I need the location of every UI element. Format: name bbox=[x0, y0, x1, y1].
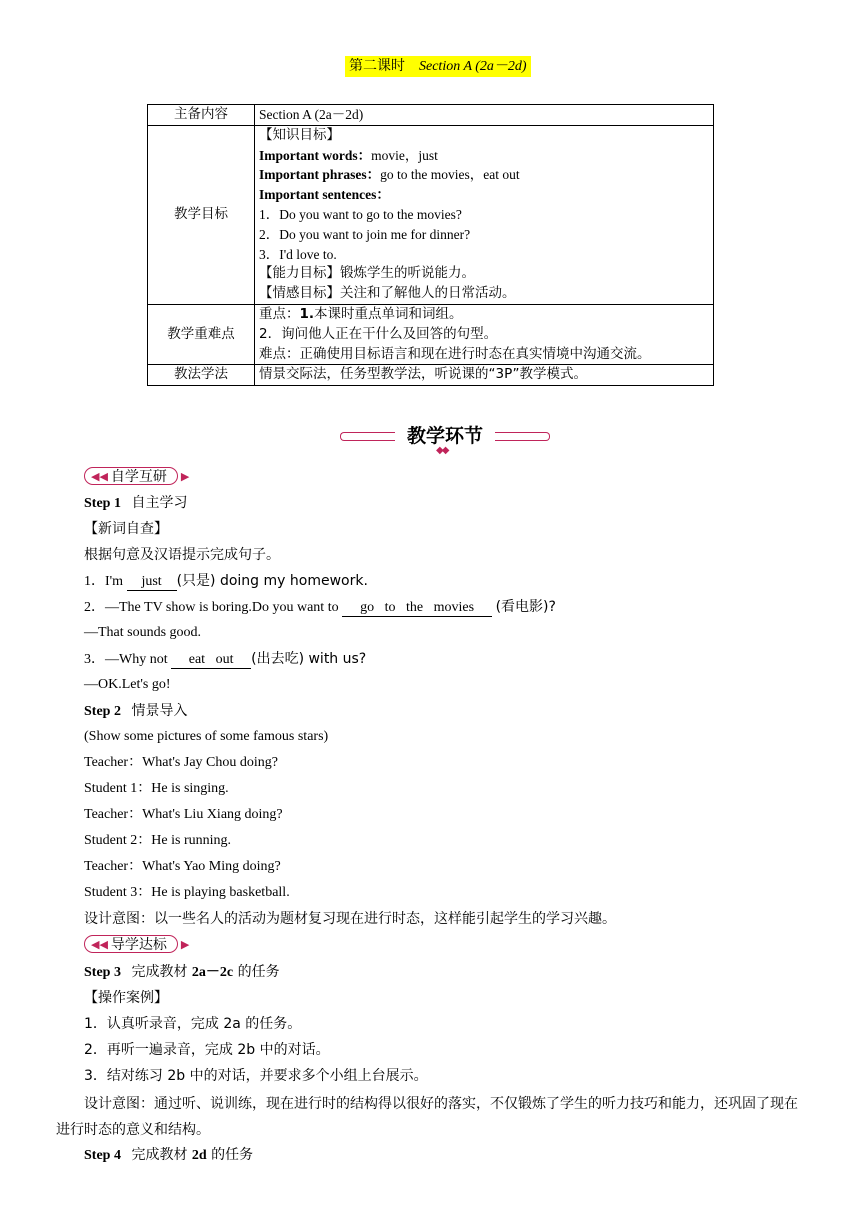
q-text: (出去吃) with us? bbox=[251, 651, 367, 667]
table-row bbox=[148, 365, 714, 386]
step-3-heading bbox=[84, 962, 280, 983]
banner-right-bar bbox=[495, 432, 550, 441]
row-value: Section A (2a－2d) bbox=[255, 105, 714, 126]
question-3-reply: —OK.Let's go! bbox=[84, 677, 171, 692]
step-num: Step 2 bbox=[84, 704, 121, 719]
table-row bbox=[148, 304, 714, 364]
key-point-1 bbox=[259, 305, 709, 325]
banner-title: 教学环节 bbox=[406, 425, 483, 447]
lesson-title bbox=[345, 56, 531, 77]
question-1 bbox=[84, 571, 368, 592]
sentence-1: 1．Do you want to go to the movies? bbox=[259, 206, 462, 222]
important-words bbox=[259, 146, 709, 166]
dialog-line: Student 1：He is singing. bbox=[84, 781, 229, 796]
step-title: 自主学习 bbox=[131, 495, 188, 511]
key-num: 1. bbox=[299, 305, 315, 322]
diff-label: 难点： bbox=[259, 345, 300, 362]
dialog-line: Student 3：He is playing basketball. bbox=[84, 885, 290, 900]
tag-pill bbox=[84, 467, 178, 485]
double-arrow-icon: ◀◀ bbox=[91, 469, 108, 483]
diff-text: 正确使用目标语言和现在进行时态在真实情境中沟通交流。 bbox=[299, 345, 651, 362]
answer-blank: just bbox=[127, 574, 177, 591]
q-text: 2．—The TV show is boring.Do you want to bbox=[84, 600, 343, 615]
task-item: 2．再听一遍录音，完成 2b 中的对话。 bbox=[84, 1042, 330, 1058]
dialog-line: Student 2：He is running. bbox=[84, 833, 231, 848]
step-suffix: 的任务 bbox=[233, 964, 280, 980]
task-item: 3．结对练习 2b 中的对话，并要求多个小组上台展示。 bbox=[84, 1068, 428, 1084]
words-label: Important words： bbox=[259, 147, 372, 163]
important-phrases bbox=[259, 165, 709, 185]
words-value: movie，just bbox=[371, 147, 438, 163]
ability-goal: 【能力目标】锻炼学生的听说能力。 bbox=[259, 265, 475, 282]
banner-left-bar bbox=[340, 432, 395, 441]
row-label: 主备内容 bbox=[148, 105, 255, 126]
row-value: 情景交际法，任务型教学法，听说课的“3P”教学模式。 bbox=[255, 365, 714, 386]
design-intent-1: 设计意图：以一些名人的活动为题材复习现在进行时态，这样能引起学生的学习兴趣。 bbox=[84, 911, 616, 927]
dialog-line: (Show some pictures of some famous stars) bbox=[84, 729, 329, 744]
objectives-cell bbox=[255, 125, 714, 304]
step-num: Step 1 bbox=[84, 496, 121, 511]
answer-word: go bbox=[360, 600, 375, 615]
phrases-value: go to the movies，eat out bbox=[380, 167, 520, 183]
row-label: 教法学法 bbox=[148, 365, 255, 386]
question-3 bbox=[84, 649, 366, 670]
difficulty bbox=[259, 345, 709, 365]
answer-word: out bbox=[215, 652, 234, 667]
step-ref: 2d bbox=[191, 1148, 207, 1163]
step-4-heading bbox=[84, 1145, 253, 1166]
q-text: (只是) doing my homework. bbox=[176, 573, 368, 589]
step-2-heading bbox=[84, 701, 187, 722]
lesson-period: 第二课时 bbox=[349, 58, 405, 74]
lesson-plan-table bbox=[147, 104, 714, 386]
dialog-line: Teacher：What's Jay Chou doing? bbox=[84, 755, 278, 770]
section-tag-guided-learning bbox=[84, 934, 189, 954]
step-num: Step 3 bbox=[84, 965, 121, 980]
step-suffix: 的任务 bbox=[206, 1147, 254, 1163]
step-1-heading bbox=[84, 493, 187, 514]
design-intent-2: 设计意图：通过听、说训练，现在进行时的结构得以很好的落实，不仅锻炼了学生的听力技巧和能力，还巩固了现在进行时态的意义和结构。 bbox=[56, 1096, 798, 1138]
answer-blank bbox=[171, 652, 251, 669]
question-2-reply: —That sounds good. bbox=[84, 625, 202, 640]
sentences-label: Important sentences： bbox=[259, 187, 390, 203]
tag-label: 自学互研 bbox=[110, 469, 167, 485]
answer-word: to bbox=[384, 600, 396, 615]
dialog-line: Teacher：What's Liu Xiang doing? bbox=[84, 807, 283, 822]
tag-pill bbox=[84, 935, 178, 953]
vocab-heading: 【新词自查】 bbox=[84, 521, 168, 537]
task-item: 1．认真听录音，完成 2a 的任务。 bbox=[84, 1016, 302, 1032]
key-point-2: 2．询问他人正在干什么及回答的句型。 bbox=[259, 325, 498, 342]
phrases-label: Important phrases： bbox=[259, 167, 381, 183]
step-title: 情景导入 bbox=[131, 703, 188, 719]
key-label: 重点： bbox=[259, 305, 300, 322]
arrow-tail-icon: ▶ bbox=[180, 470, 190, 483]
dialog-line: Teacher：What's Yao Ming doing? bbox=[84, 859, 281, 874]
row-label: 教学重难点 bbox=[148, 304, 255, 364]
instruction: 根据句意及汉语提示完成句子。 bbox=[84, 547, 280, 563]
sentence-3: 3．I'd love to. bbox=[259, 246, 337, 262]
q-text: 3．—Why not bbox=[84, 652, 172, 667]
answer-word: movies bbox=[433, 600, 475, 615]
step-num: Step 4 bbox=[84, 1148, 121, 1163]
tag-label: 导学达标 bbox=[110, 937, 167, 953]
key-points-cell bbox=[255, 304, 714, 364]
arrow-tail-icon: ▶ bbox=[180, 938, 190, 951]
table-row bbox=[148, 125, 714, 304]
row-label: 教学目标 bbox=[148, 125, 255, 304]
key-text: 本课时重点单词和词组。 bbox=[314, 305, 463, 322]
answer-word: eat bbox=[188, 652, 206, 667]
double-arrow-icon: ◀◀ bbox=[91, 937, 108, 951]
sentence-2: 2．Do you want to join me for dinner? bbox=[259, 226, 471, 242]
diamond-ornament-icon: ◆◆ bbox=[436, 445, 448, 456]
q-text: 1．I'm bbox=[84, 574, 127, 589]
section-banner bbox=[340, 420, 550, 454]
step-ref: 2a－2c bbox=[191, 965, 234, 980]
answer-word: the bbox=[406, 600, 424, 615]
lesson-section: Section A (2a－2d) bbox=[419, 59, 527, 74]
answer-blank bbox=[342, 600, 492, 617]
section-tag-self-study bbox=[84, 466, 189, 486]
case-heading: 【操作案例】 bbox=[84, 990, 168, 1006]
step-title: 完成教材 bbox=[131, 964, 192, 980]
table-row bbox=[148, 105, 714, 126]
knowledge-heading: 【知识目标】 bbox=[259, 126, 340, 143]
step-title: 完成教材 bbox=[131, 1147, 192, 1163]
question-2 bbox=[84, 597, 556, 618]
emotion-goal: 【情感目标】关注和了解他人的日常活动。 bbox=[259, 285, 516, 302]
q-text: (看电影)? bbox=[495, 599, 556, 615]
